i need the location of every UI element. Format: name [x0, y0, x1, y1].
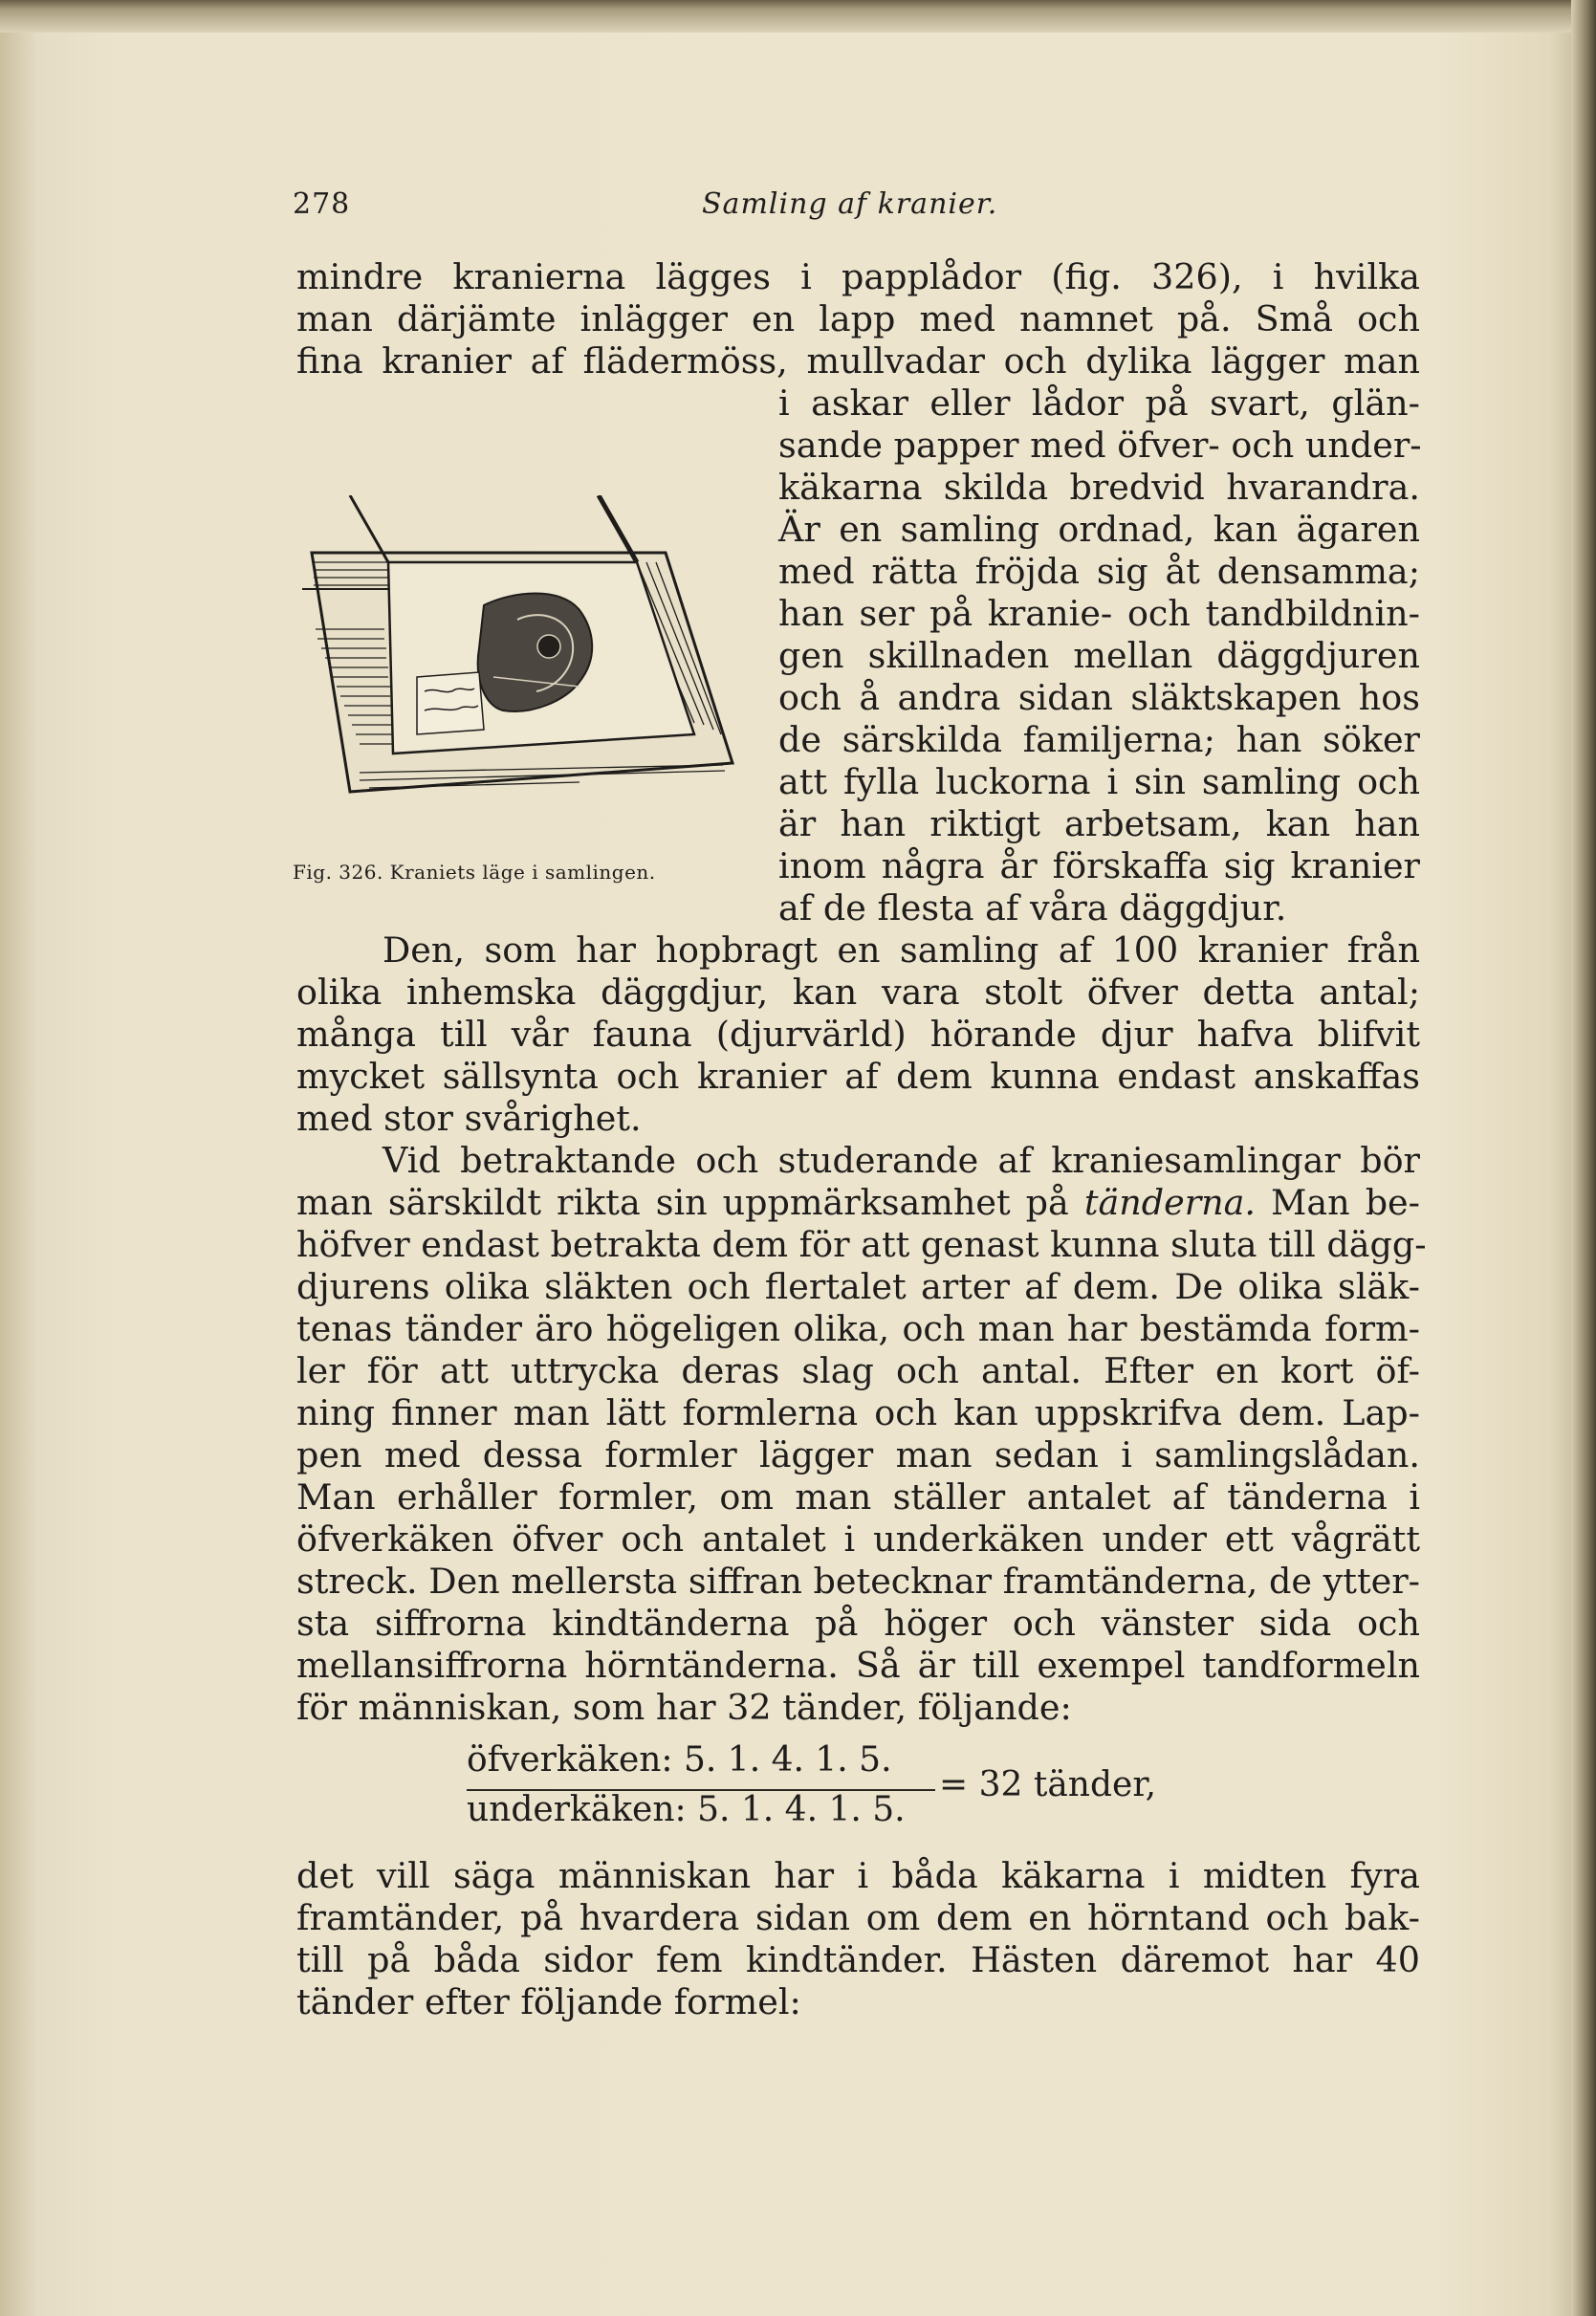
text-line: inom några år förskaffa sig kranier: [778, 845, 1420, 886]
text-line: mycket sällsynta och kranier af dem kunna endast anskaffas: [296, 1056, 1420, 1097]
text-line: tänder efter följande formel:: [296, 1981, 801, 2022]
text-line: pen med dessa formler lägger man sedan i samlingslådan.: [296, 1434, 1420, 1475]
text-line: Man erhåller formler, om man ställer antalet af tänderna i: [296, 1476, 1420, 1518]
text-line: Är en samling ordnad, kan ägaren: [778, 509, 1420, 550]
text-line: och å andra sidan släktskapen hos: [778, 677, 1420, 718]
text-line: ning finner man lätt formlerna och kan uppskrifva dem. Lap-: [296, 1392, 1420, 1433]
text-line: med rätta fröjda sig åt densamma;: [778, 551, 1420, 592]
text-line: framtänder, på hvardera sidan om dem en hörntand och bak-: [296, 1897, 1420, 1938]
text-line: mellansiffrorna hörntänderna. Så är till exempel tandformeln: [296, 1645, 1420, 1686]
text-line: han ser på kranie- och tandbildnin-: [778, 593, 1420, 634]
text-line: ler för att uttrycka deras slag och antal. Efter en kort öf-: [296, 1350, 1420, 1391]
page-top-edge: [0, 0, 1596, 33]
page-gutter-edge: [1571, 0, 1596, 2316]
page-header: [293, 187, 1421, 235]
text-line: att fylla luckorna i sin samling och: [778, 761, 1420, 802]
text-line: olika inhemska däggdjur, kan vara stolt öfver detta antal;: [296, 972, 1420, 1013]
text-line: [296, 1182, 1420, 1224]
page-number: 278: [293, 187, 351, 221]
text-line: höfver endast betrakta dem för att genast kunna sluta till dägg-: [296, 1224, 1427, 1265]
text-line: till på båda sidor fem kindtänder. Hästen däremot har 40: [296, 1939, 1420, 1980]
text-line: sande papper med öfver- och under-: [778, 425, 1422, 466]
formula-upper-jaw: öfverkäken: 5. 1. 4. 1. 5.: [467, 1740, 892, 1780]
text-line: streck. Den mellersta siffran betecknar framtänderna, de ytter-: [296, 1561, 1420, 1602]
text-line: de särskilda familjerna; han söker: [778, 719, 1420, 760]
text-line: för människan, som har 32 tänder, följande:: [296, 1687, 1072, 1728]
text-line: sta siffrorna kindtänderna på höger och vänster sida och: [296, 1603, 1420, 1644]
text-line: i askar eller lådor på svart, glän-: [778, 382, 1420, 424]
text-line: Vid betraktande och studerande af kraniesamlingar bör: [383, 1140, 1420, 1181]
text-line: Den, som har hopbragt en samling af 100 kranier från: [383, 929, 1420, 971]
text-line: många till vår fauna (djurvärld) hörande djur hafva blifvit: [296, 1014, 1420, 1055]
text-line: af de flesta af våra däggdjur.: [778, 887, 1287, 929]
text-line: tenas tänder äro högeligen olika, och man har bestämda form-: [296, 1308, 1420, 1349]
text-line: man därjämte inlägger en lapp med namnet på. Små och: [296, 298, 1420, 339]
text-line: det vill säga människan har i båda käkarna i midten fyra: [296, 1855, 1420, 1896]
dental-formula: [467, 1740, 1232, 1846]
text-line: djurens olika släkten och flertalet arter af dem. De olika släk-: [296, 1266, 1420, 1307]
text-line: med stor svårighet.: [296, 1098, 642, 1139]
formula-lower-jaw: underkäken: 5. 1. 4. 1. 5.: [467, 1790, 906, 1829]
running-title: Samling af kranier.: [702, 187, 998, 221]
text-line: mindre kranierna lägges i papplådor (fig. 326), i hvilka: [296, 256, 1420, 297]
text-segment: Man be-: [1256, 1182, 1420, 1223]
skull-box-illustration: [293, 495, 750, 820]
text-line: fina kranier af flädermöss, mullvadar och dylika lägger man: [296, 340, 1420, 382]
text-line: gen skillnaden mellan däggdjuren: [778, 635, 1420, 676]
text-line: är han riktigt arbetsam, kan han: [778, 803, 1420, 844]
text-line: öfverkäken öfver och antalet i underkäken under ett vågrätt: [296, 1519, 1420, 1560]
emphasis-text: tänderna.: [1083, 1182, 1257, 1223]
figure-caption: Fig. 326. Kraniets läge i samlingen.: [293, 861, 656, 884]
text-segment: man särskildt rikta sin uppmärksamhet på: [296, 1182, 1084, 1223]
text-line: käkarna skilda bredvid hvarandra.: [778, 467, 1420, 508]
formula-result: = 32 tänder,: [939, 1765, 1157, 1804]
